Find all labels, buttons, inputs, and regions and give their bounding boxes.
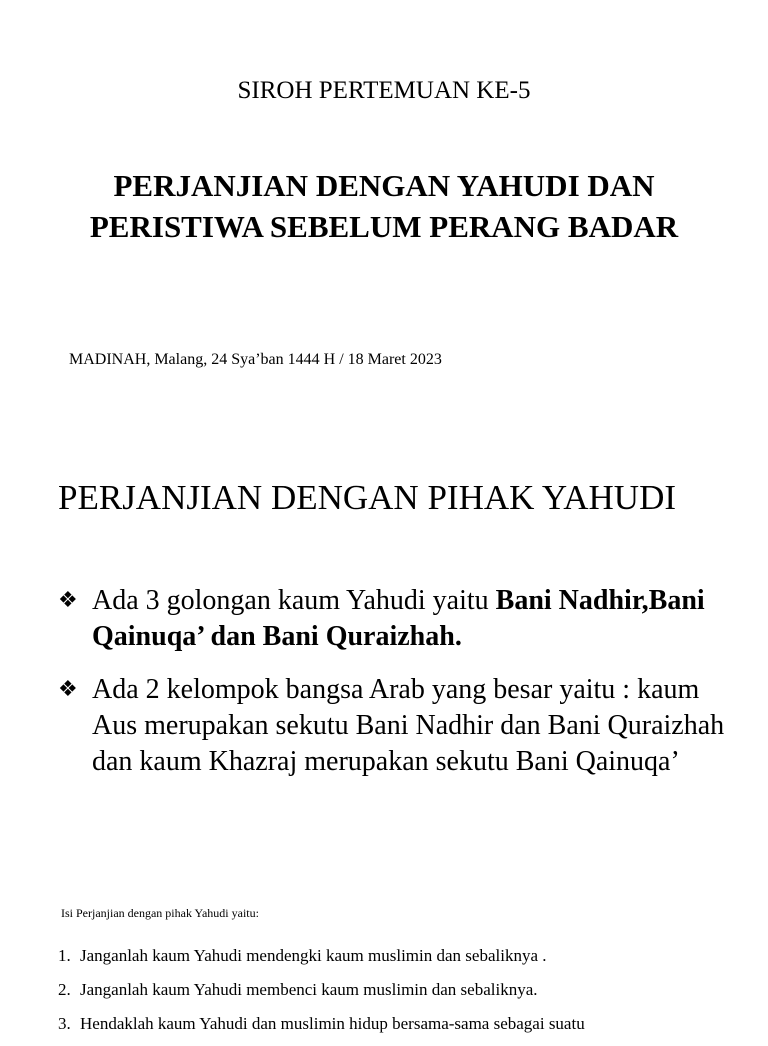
main-title-line-2: PERISTIWA SEBELUM PERANG BADAR [89, 209, 679, 244]
agreement-intro: Isi Perjanjian dengan pihak Yahudi yaitu: [61, 906, 259, 920]
bullet-text-plain: Ada 3 golongan kaum Yahudi yaitu [92, 585, 496, 616]
bullet-text-plain: Ada 2 kelompok bangsa Arab yang besar yaitu : kaum Aus merupakan sekutu Bani Nadhir dan Bani Quraizhah dan kaum Khazraj merupakan sekutu Bani Qainuqa’ [92, 674, 725, 777]
diamond-bullet-icon: ❖ [58, 677, 78, 702]
bullet-text [92, 583, 738, 655]
bullet-item [58, 672, 738, 780]
agreement-list [58, 944, 738, 1046]
bullet-text-bold: Bani Nadhir,Bani Qainuqa’ dan Bani Quraizhah. [92, 585, 705, 652]
list-item-number: 1. [58, 946, 71, 965]
list-item [58, 978, 738, 1001]
diamond-bullet-icon: ❖ [58, 588, 78, 613]
list-item-number: 3. [58, 1014, 71, 1033]
list-item-text: Janganlah kaum Yahudi membenci kaum muslimin dan sebaliknya. [80, 980, 538, 999]
main-title-line-1: PERJANJIAN DENGAN YAHUDI DAN [113, 168, 655, 203]
bullet-text [92, 672, 738, 780]
list-item-text: Hendaklah kaum Yahudi dan muslimin hidup bersama-sama sebagai suatu [80, 1014, 585, 1033]
main-title [40, 165, 728, 247]
list-item-number: 2. [58, 980, 71, 999]
bullet-item [58, 583, 738, 655]
course-title: SIROH PERTEMUAN KE-5 [237, 77, 531, 104]
section-heading: PERJANJIAN DENGAN PIHAK YAHUDI [58, 478, 677, 517]
dateline: MADINAH, Malang, 24 Sya’ban 1444 H / 18 Maret 2023 [69, 351, 442, 368]
list-item [58, 944, 738, 967]
list-item-text: Janganlah kaum Yahudi mendengki kaum muslimin dan sebaliknya . [80, 946, 547, 965]
